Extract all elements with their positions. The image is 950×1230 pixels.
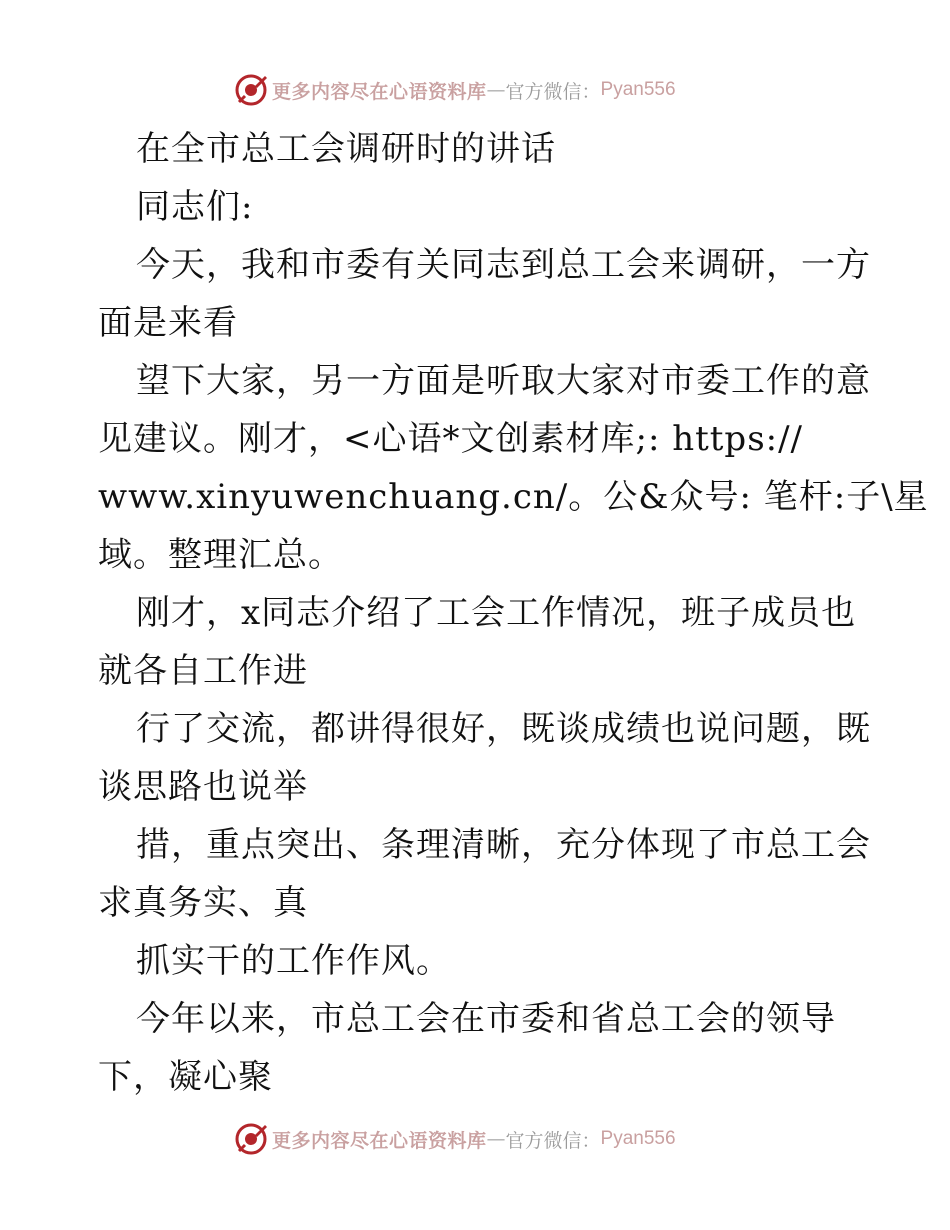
header-watermark-banner bbox=[234, 72, 676, 108]
red-pen-logo-icon bbox=[234, 1122, 268, 1156]
banner-wechat-label: 官方微信： bbox=[505, 1129, 601, 1152]
document-title: 在全市总工会调研时的讲话 bbox=[136, 129, 556, 169]
paragraph-line: 今天，我和市委有关同志到总工会来调研，一方 bbox=[136, 245, 871, 285]
banner-wechat-id: Pyan556 bbox=[600, 1128, 676, 1149]
banner-separator: — bbox=[486, 1128, 506, 1150]
banner-brand-text: 更多内容尽在心语资料库 bbox=[272, 1129, 487, 1152]
paragraph-line: 域。整理汇总。 bbox=[98, 535, 343, 575]
banner-brand-text: 更多内容尽在心语资料库 bbox=[272, 80, 487, 103]
banner-wechat-label: 官方微信： bbox=[505, 80, 601, 103]
paragraph-line: www.xinyuwenchuang.cn/。公&众号: 笔杆:子\星 bbox=[98, 477, 929, 517]
paragraph-line: 措，重点突出、条理清晰，充分体现了市总工会 bbox=[136, 825, 871, 865]
paragraph-line: 抓实干的工作作风。 bbox=[136, 941, 451, 981]
salutation: 同志们: bbox=[136, 187, 254, 227]
paragraph-line: 谈思路也说举 bbox=[98, 767, 308, 807]
paragraph-line: 刚才，x同志介绍了工会工作情况，班子成员也 bbox=[136, 593, 857, 633]
paragraph-line: 望下大家，另一方面是听取大家对市委工作的意 bbox=[136, 361, 871, 401]
document-body bbox=[98, 120, 929, 1106]
paragraph-line: 就各自工作进 bbox=[98, 651, 308, 691]
paragraph-line: 求真务实、真 bbox=[98, 883, 308, 923]
footer-watermark-banner bbox=[234, 1121, 676, 1157]
paragraph-line: 今年以来，市总工会在市委和省总工会的领导 bbox=[136, 999, 836, 1039]
red-pen-logo-icon bbox=[234, 73, 268, 107]
paragraph-line: 行了交流，都讲得很好，既谈成绩也说问题，既 bbox=[136, 709, 871, 749]
banner-separator: — bbox=[486, 79, 506, 101]
paragraph-line: 面是来看 bbox=[98, 303, 238, 343]
paragraph-line: 下，凝心聚 bbox=[98, 1057, 273, 1097]
banner-wechat-id: Pyan556 bbox=[600, 79, 676, 100]
paragraph-line: 见建议。刚才，<心语*文创素材库;: https:// bbox=[98, 419, 804, 459]
